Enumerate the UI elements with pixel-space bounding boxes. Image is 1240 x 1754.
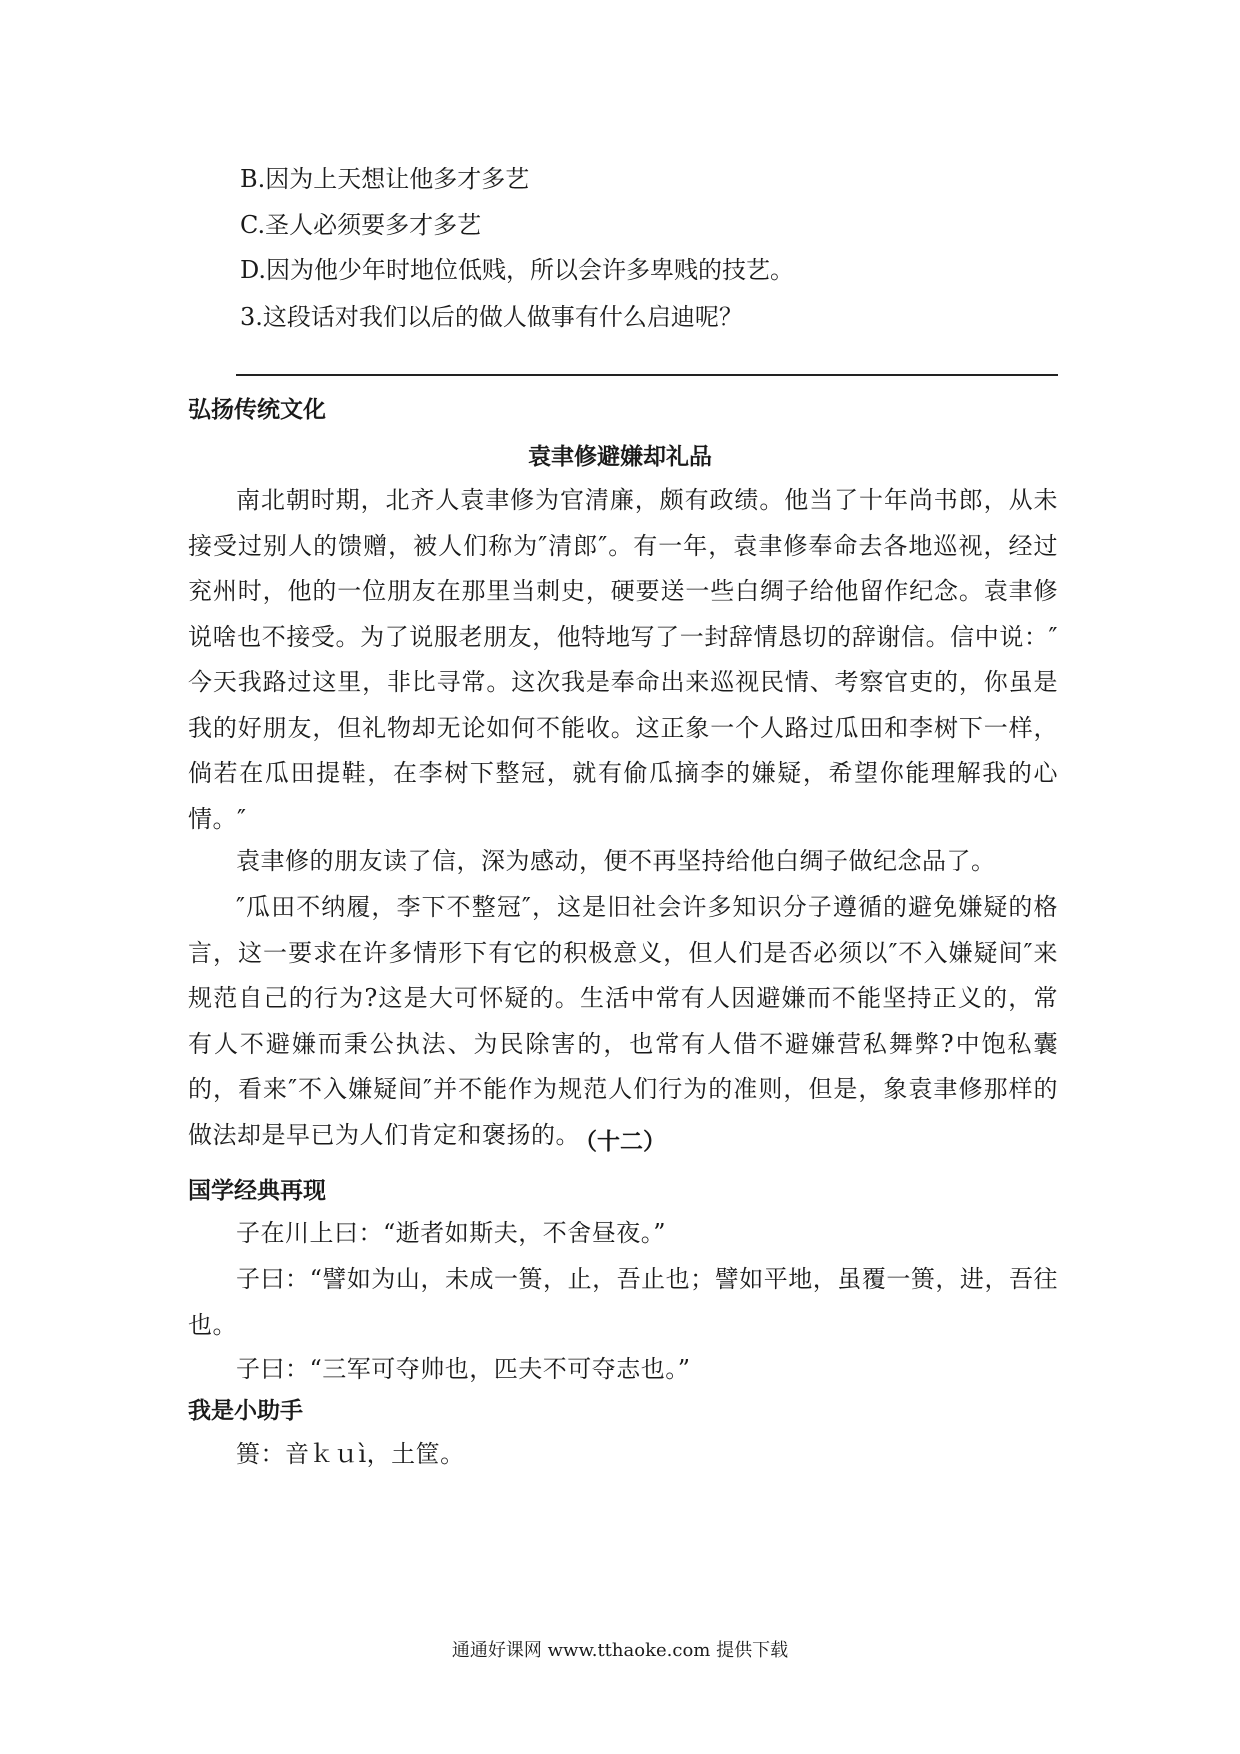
quote-1: 子在川上曰：“逝者如斯夫，不舍昼夜。”: [236, 1219, 667, 1247]
section-divider: [236, 374, 1058, 376]
footer-text: 通通好课网 www.tthaoke.com 提供下载: [451, 1640, 789, 1661]
quote-2: 子曰：“譬如为山，未成一篑，止，吾止也；譬如平地，虽覆一篑，进，吾往也。: [188, 1265, 1058, 1339]
story-paragraph-2: 袁聿修的朋友读了信，深为感动，便不再坚持给他白绸子做纪念品了。: [236, 847, 996, 875]
question-3: 3.这段话对我们以后的做人做事有什么启迪呢？: [240, 303, 743, 331]
helper-heading: 我是小助手: [188, 1398, 303, 1424]
option-c: C.圣人必须要多才多艺: [240, 211, 482, 239]
story-paragraph-3: ″瓜田不纳履，李下不整冠″，这是旧社会许多知识分子遵循的避免嫌疑的格言，这一要求在许多情形下有它的积极意义，但人们是否必须以″不入嫌疑间″来规范自己的行为?这是大可怀疑的。生活中常有人因避嫌而不能坚持正义的，常有人不避嫌而秉公执法、为民除害的，也常有人借不避嫌营私舞弊?中饱私囊的，看来″不入嫌疑间″并不能作为规范人们行为的准则，但是，象袁聿修那样的做法却是早已为人们肯定和褒扬的。: [188, 893, 1058, 1149]
story-paragraph-1: 南北朝时期，北齐人袁聿修为官清廉，颇有政绩。他当了十年尚书郎，从未接受过别人的馈赠，被人们称为″清郎″。有一年，袁聿修奉命去各地巡视，经过兖州时，他的一位朋友在那里当刺史，硬要送一些白绸子给他留作纪念。袁聿修说啥也不接受。为了说服老朋友，他特地写了一封辞情恳切的辞谢信。信中说：″今天我路过这里，非比寻常。这次我是奉命出来巡视民情、考察官吏的，你虽是我的好朋友，但礼物却无论如何不能收。这正象一个人路过瓜田和李树下一样，倘若在瓜田提鞋，在李树下整冠，就有偷瓜摘李的嫌疑，希望你能理解我的心情。″: [188, 486, 1058, 833]
quote-3: 子曰：“三军可夺帅也，匹夫不可夺志也。”: [236, 1355, 691, 1383]
classics-heading: 国学经典再现: [188, 1178, 326, 1204]
section-number: （十二）: [574, 1129, 666, 1155]
option-d: D.因为他少年时地位低贱，所以会许多卑贱的技艺。: [240, 256, 795, 284]
helper-note: 篑：音ｋｕì，土筐。: [236, 1440, 465, 1468]
option-b: B.因为上天想让他多才多艺: [240, 165, 530, 193]
culture-heading: 弘扬传统文化: [188, 397, 326, 423]
story-title: 袁聿修避嫌却礼品: [528, 444, 712, 470]
